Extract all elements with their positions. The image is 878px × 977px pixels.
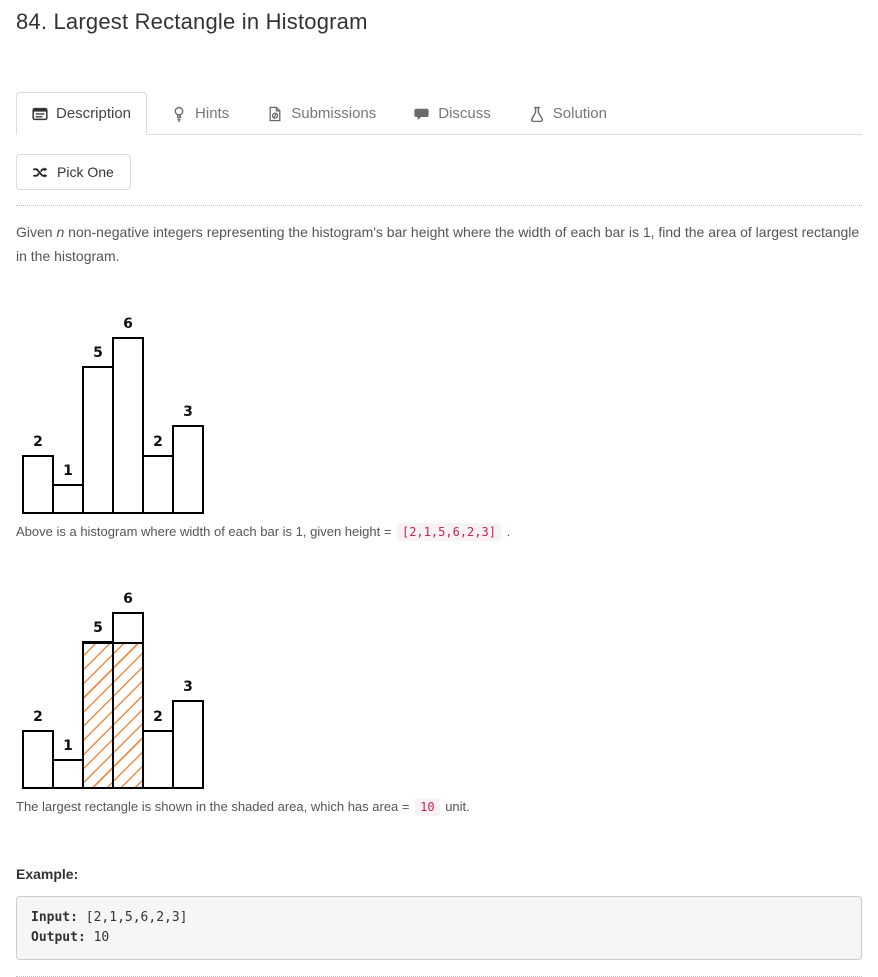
bar-value-label: 1: [63, 463, 73, 479]
histogram-bar: [52, 759, 84, 789]
example-output-line: [31, 928, 847, 948]
input-label: Input:: [31, 910, 78, 925]
problem-statement: Given n non-negative integers representing the histogram's bar height where the width of each bar is 1, find the area of largest rectangle in the histogram.: [16, 224, 860, 264]
bar-value-label: 6: [123, 316, 133, 332]
histogram-bar: [52, 484, 84, 514]
example-heading: Example:: [16, 866, 79, 882]
example-input-line: [31, 908, 847, 928]
height-array-code: [2,1,5,6,2,3]: [397, 523, 501, 541]
pick-one-label: Pick One: [57, 164, 114, 180]
area-value-code: 10: [415, 798, 439, 816]
figure2-caption: The largest rectangle is shown in the shaded area, which has area = 10 unit.: [16, 799, 470, 814]
pick-one-button[interactable]: [16, 154, 131, 190]
tab-description[interactable]: [16, 92, 147, 135]
lightbulb-icon: [171, 106, 187, 122]
histogram-bar: [172, 425, 204, 514]
tab-submissions[interactable]: [253, 93, 390, 134]
bar-value-label: 1: [63, 738, 73, 754]
bar-value-label: 2: [33, 434, 43, 450]
bar-value-label: 3: [183, 404, 193, 420]
histogram-shaded-figure: [22, 586, 204, 789]
tab-label: Submissions: [291, 105, 377, 122]
histogram-bar: [142, 455, 174, 514]
tab-solution[interactable]: [515, 93, 621, 134]
histogram-bar: [112, 337, 144, 514]
page-title: 84. Largest Rectangle in Histogram: [16, 9, 368, 34]
tab-label: Solution: [552, 105, 607, 122]
tab-bar: [16, 92, 862, 135]
file-code-icon: [267, 106, 283, 122]
histogram-bar: [172, 700, 204, 789]
shuffle-icon: [33, 165, 48, 180]
tab-discuss[interactable]: [400, 93, 505, 134]
histogram-bar: [142, 730, 174, 789]
tab-label: Discuss: [438, 105, 491, 122]
bar-value-label: 5: [93, 620, 103, 636]
output-value: 10: [93, 930, 110, 946]
comments-icon: [414, 106, 430, 122]
tab-label: Hints: [195, 105, 230, 122]
bar-value-label: 3: [183, 679, 193, 695]
histogram-bar: [112, 612, 144, 789]
input-value: [2,1,5,6,2,3]: [85, 910, 188, 925]
flask-icon: [529, 106, 545, 122]
tab-label: Description: [56, 105, 132, 122]
histogram-bar: [22, 730, 54, 789]
bar-value-label: 2: [153, 434, 163, 450]
histogram-bar: [82, 366, 114, 514]
figure1-caption: Above is a histogram where width of each bar is 1, given height = [2,1,5,6,2,3] .: [16, 524, 511, 539]
histogram-figure: [22, 311, 204, 514]
histogram-bar: [82, 641, 114, 789]
bar-value-label: 6: [123, 591, 133, 607]
bar-value-label: 2: [33, 709, 43, 725]
section-divider: [16, 205, 862, 206]
list-alt-icon: [32, 106, 48, 122]
variable-n: n: [56, 224, 65, 240]
example-code-block: [16, 896, 862, 960]
bar-value-label: 5: [93, 345, 103, 361]
bar-value-label: 2: [153, 709, 163, 725]
tab-hints[interactable]: [157, 93, 243, 134]
output-label: Output:: [31, 930, 86, 946]
histogram-bar: [22, 455, 54, 514]
